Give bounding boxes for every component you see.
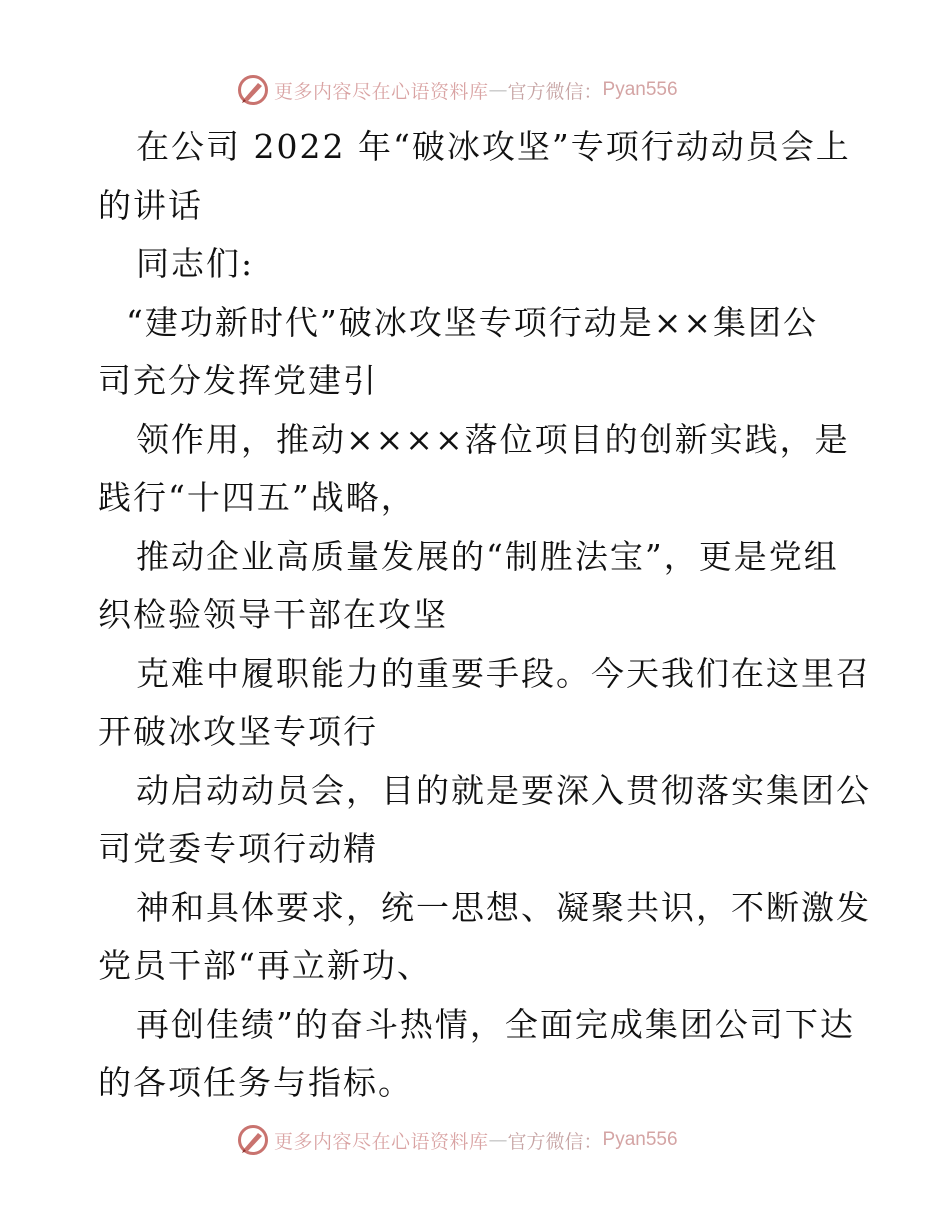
watermark-wechat-label: 官方微信： xyxy=(507,80,603,103)
paragraph-line: “建功新时代”破冰攻坚专项行动是××集团公 xyxy=(126,302,819,342)
paragraph-line: 司党委专项行动精 xyxy=(98,829,378,868)
pen-logo-icon xyxy=(236,73,270,107)
paragraph-line: 再创佳绩”的奋斗热情，全面完成集团公司下达 xyxy=(136,1004,855,1044)
watermark-header xyxy=(236,73,678,107)
paragraph-line: 的各项任务与指标。 xyxy=(98,1063,413,1102)
paragraph-line: 践行“十四五”战略， xyxy=(98,478,416,517)
watermark-separator: — xyxy=(488,1129,508,1151)
salutation: 同志们: xyxy=(136,244,255,283)
document-body xyxy=(98,118,871,1113)
watermark-text: 更多内容尽在心语资料库 xyxy=(274,80,489,103)
watermark-wechat-label: 官方微信： xyxy=(507,1130,603,1153)
watermark-text: 更多内容尽在心语资料库 xyxy=(274,1130,489,1153)
paragraph-line: 织检验领导干部在攻坚 xyxy=(98,595,448,634)
paragraph-line: 推动企业高质量发展的“制胜法宝”，更是党组 xyxy=(136,536,839,576)
paragraph-line: 党员干部“再立新功、 xyxy=(98,946,432,985)
title-line-1: 在公司 2022 年“破冰攻坚”专项行动动员会上 xyxy=(136,127,851,166)
watermark-wechat-id: Pyan556 xyxy=(602,1129,678,1150)
watermark-footer xyxy=(236,1123,678,1157)
paragraph-line: 神和具体要求，统一思想、凝聚共识，不断激发 xyxy=(136,887,871,927)
watermark-wechat-id: Pyan556 xyxy=(602,79,678,100)
paragraph-line: 司充分发挥党建引 xyxy=(98,361,378,400)
title-line-2: 的讲话 xyxy=(98,185,203,225)
watermark-separator: — xyxy=(488,79,508,101)
paragraph-line: 领作用，推动××××落位项目的创新实践，是 xyxy=(136,419,850,459)
paragraph-line: 动启动动员会，目的就是要深入贯彻落实集团公 xyxy=(136,770,871,810)
paragraph-line: 克难中履职能力的重要手段。今天我们在这里召 xyxy=(136,653,871,693)
paragraph-line: 开破冰攻坚专项行 xyxy=(98,712,378,751)
pen-logo-icon xyxy=(236,1123,270,1157)
